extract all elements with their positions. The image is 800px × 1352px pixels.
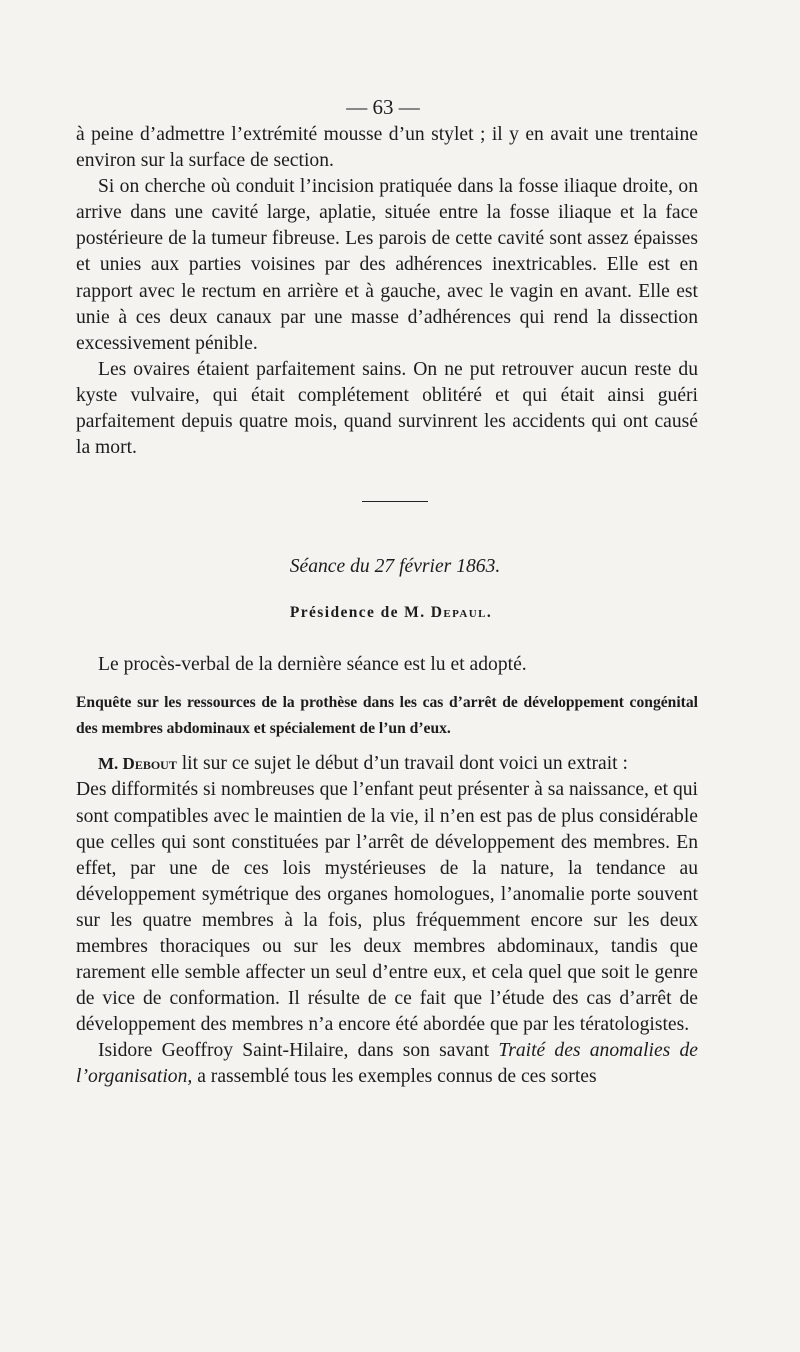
presidence-prefix: Présidence de M. [289,604,426,622]
geoffroy-before: Isidore Geoffroy Saint-Hilaire, dans son savant [98,1040,499,1062]
paragraph-ovaires: Les ovaires étaient parfaitement sains. On ne put retrouver aucun reste du kyste vulvaire, qui était complétement oblitéré et qui était ainsi guéri parfaitement depuis quatre mois, quand survinrent les accidents qui ont causé la mort. [76,358,698,459]
session-title: Séance du 27 février 1863. [289,556,501,578]
section-heading: Enquête sur les ressources de la prothèse dans les cas d’arrêt de développement congénital des membres abdominaux et spécialement de l’un d’eux. [76,694,698,737]
presidence-line [84,602,698,624]
paragraph-continuation: à peine d’admettre l’extrémité mousse d’un stylet ; il y en avait une trentaine environ sur la surface de section. [76,124,698,172]
section-divider [362,501,428,502]
speaker-name: M. Debout [98,754,177,774]
paragraph-incision: Si on cherche où conduit l’incision pratiquée dans la fosse iliaque droite, on arrive dans une cavité large, aplatie, située entre la fosse iliaque et la face postérieure de la tumeur fibreuse. Les parois de cette cavité sont assez épaisses et unies aux parties voisines par des adhérences inextricables. Elle est en rapport avec le rectum en arrière et à gauche, avec le vagin en avant. Elle est unie à ces deux canaux par une masse d’adhérences qui rend la dissection excessivement pénible. [76,176,698,354]
book-title: Traité des anomalies de l’organisation, [76,1040,698,1088]
paragraph-difformites: Des difformités si nombreuses que l’enfant peut présenter à sa naissance, et qui sont compatibles avec le maintien de la vie, il n’en est pas de plus considérable que celles qui sont constituées par l’arrêt de développement des membres. En effet, par une de ces lois mystérieuses de la nature, la tendance au développement symétrique des organes homologues, l’anomalie porte souvent sur les quatre membres à la fois, plus fréquemment encore sur les deux membres thoraciques ou sur les deux membres abdominaux, tandis que rarement elle semble affecter un seul d’entre eux, et cela quel que soit le genre de vice de conformation. Il résulte de ce fait que l’étude des cas d’arrêt de développement des membres n’a encore été abordée que par les tératologistes. [76,779,698,1036]
page-content [76,92,698,1091]
proces-verbal: Le procès-verbal de la dernière séance est lu et adopté. [98,654,527,676]
page-number: — 63 — [346,95,420,119]
paragraph-geoffroy [76,1038,698,1090]
speaker-intro [76,751,698,777]
president-name: Depaul. [430,604,493,622]
geoffroy-after: a rassemblé tous les exemples connus de ces sortes [192,1066,597,1088]
speaker-intro-text: lit sur ce sujet le début d’un travail dont voici un extrait : [176,753,628,775]
